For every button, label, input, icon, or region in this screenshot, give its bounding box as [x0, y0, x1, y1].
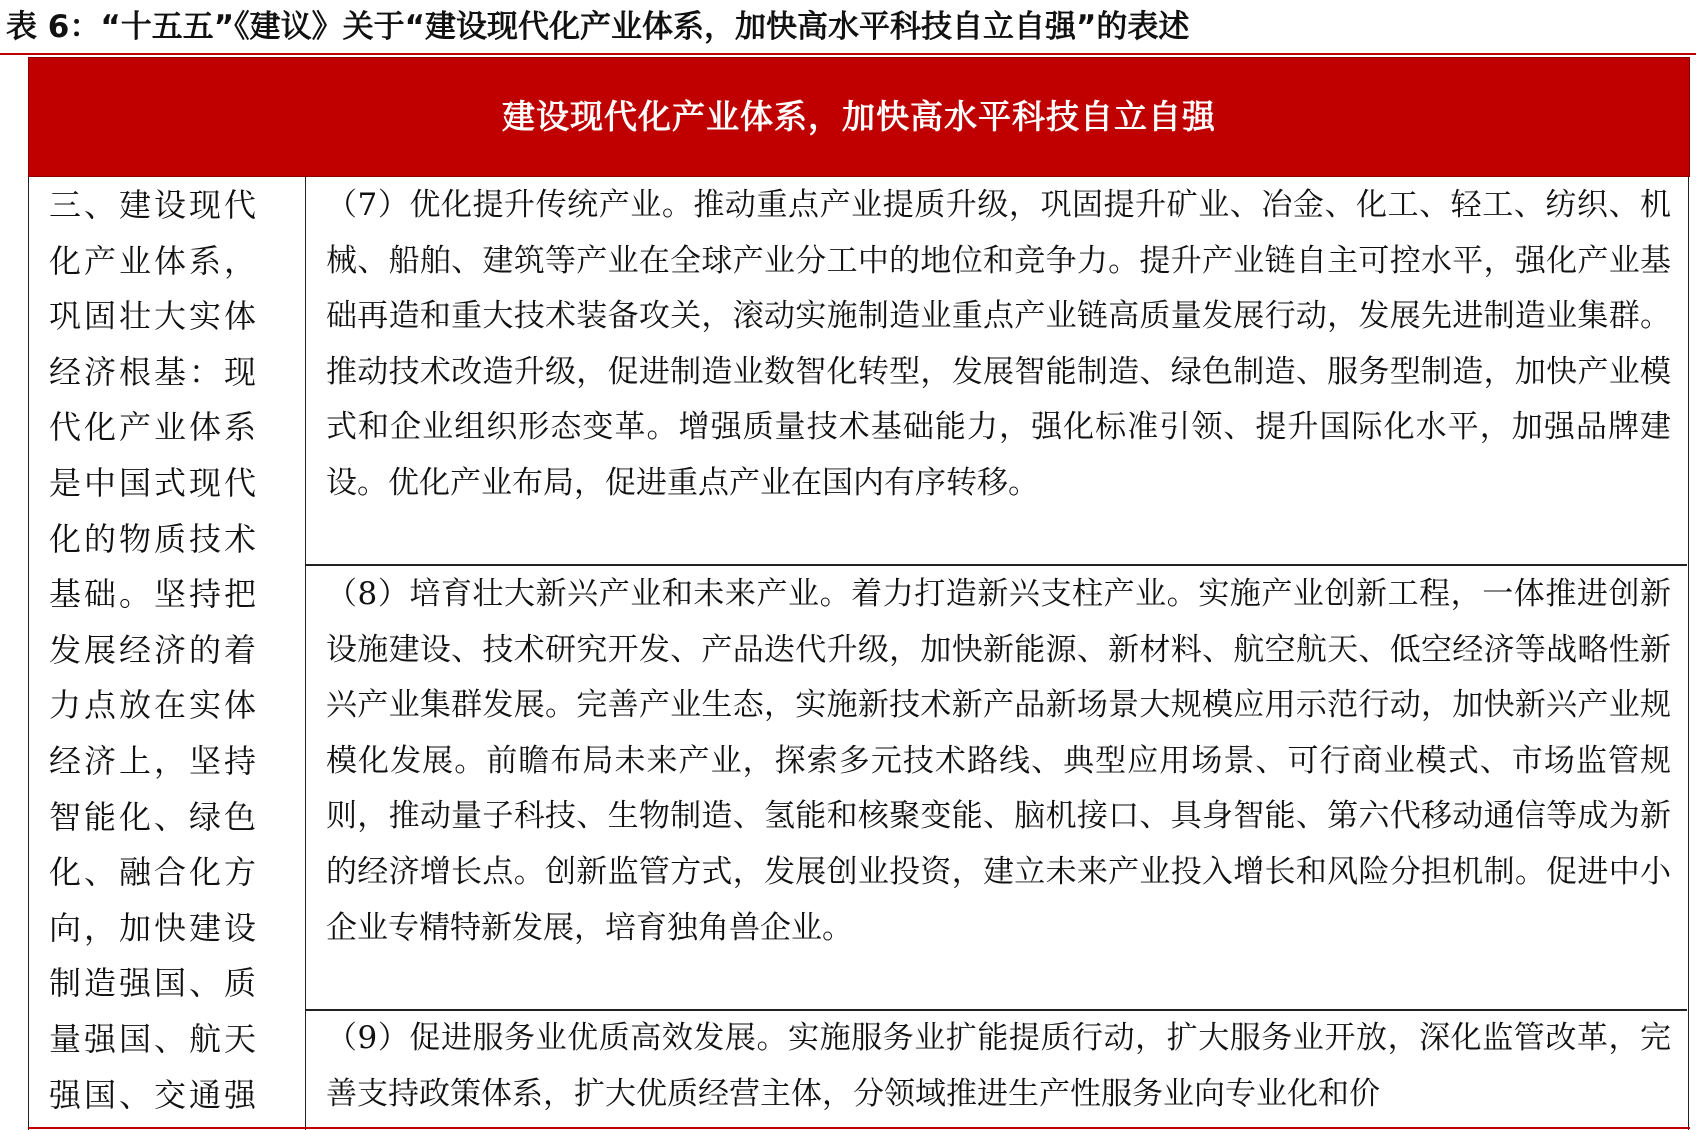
table-row: （9）促进服务业优质高效发展。实施服务业扩能提质行动，扩大服务业开放，深化监管改革，完善支持政策体系，扩大优质经营主体，分领域推进生产性服务业向专业化和价 [326, 1020, 1671, 1112]
section-heading-text: 三、建设现代化产业体系，巩固壮大实体经济根基：现代化产业体系是中国式现代化的物质技术基础。坚持把发展经济的着力点放在实体经济上，坚持智能化、绿色化、融合化方向，加快建设制造强国、质量强国、航天强国、交通强 [49, 186, 260, 1114]
table-header-title: 建设现代化产业体系，加快高水平科技自立自强 [502, 97, 1216, 136]
table-row: （7）优化提升传统产业。推动重点产业提质升级，巩固提升矿业、冶金、化工、轻工、纺织、机械、船舶、建筑等产业在全球产业分工中的地位和竞争力。提升产业链自主可控水平，强化产业基础再造和重大技术装备攻关，滚动实施制造业重点产业链高质量发展行动，发展先进制造业集群。推动技术改造升级，促进制造业数智化转型，发展智能制造、绿色制造、服务型制造，加快产业模式和企业组织形态变革。增强质量技术基础能力，强化标准引领、提升国际化水平，加强品牌建设。优化产业布局，促进重点产业在国内有序转移。 [326, 187, 1671, 501]
bottom-divider [28, 1127, 1690, 1129]
table-row: （8）培育壮大新兴产业和未来产业。着力打造新兴支柱产业。实施产业创新工程，一体推进创新设施建设、技术研究开发、产品迭代升级，加快新能源、新材料、航空航天、低空经济等战略性新兴产业集群发展。完善产业生态，实施新技术新产品新场景大规模应用示范行动，加快新兴产业规模化发展。前瞻布局未来产业，探索多元技术路线、典型应用场景、可行商业模式、市场监管规则，推动量子科技、生物制造、氢能和核聚变能、脑机接口、具身智能、第六代移动通信等成为新的经济增长点。创新监管方式，发展创业投资，建立未来产业投入增长和风险分担机制。促进中小企业专精特新发展，培育独角兽企业。 [326, 576, 1671, 946]
table-caption: 表 6：“十五五”《建议》关于“建设现代化产业体系，加快高水平科技自立自强”的表述 [6, 9, 1190, 45]
content-column [306, 177, 1689, 1130]
row-divider [306, 564, 1687, 566]
section-cell [28, 177, 306, 1130]
caption-divider [0, 53, 1696, 55]
table-header [28, 57, 1690, 177]
policy-table [28, 57, 1690, 1130]
